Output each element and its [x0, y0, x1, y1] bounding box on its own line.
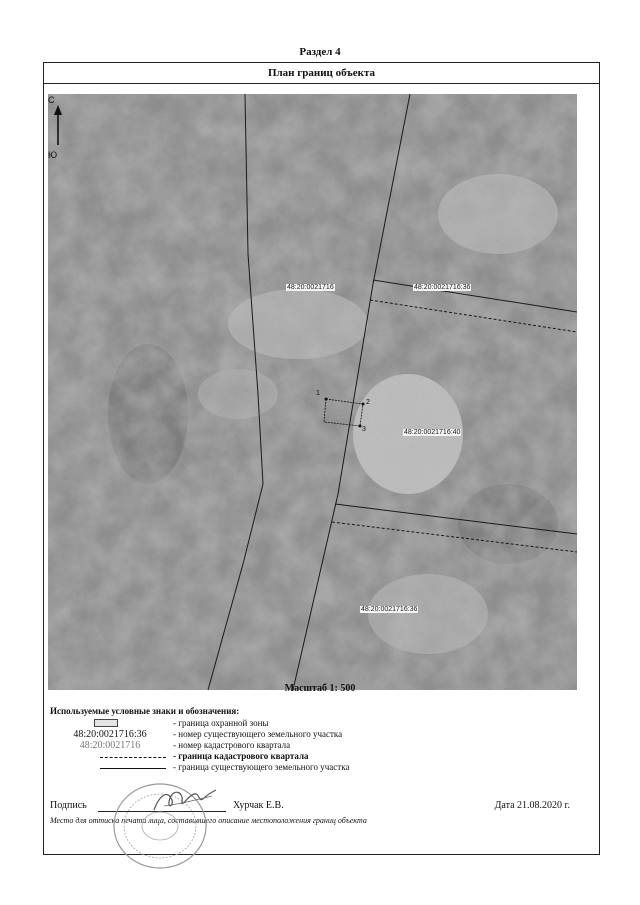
legend-symbol-parcel-boundary — [50, 762, 170, 773]
section-title: Раздел 4 — [299, 46, 341, 58]
point-label: 1 — [316, 390, 320, 397]
legend-row — [50, 751, 590, 762]
handwritten-signature-icon — [150, 786, 220, 816]
legend-title: Используемые условные знаки и обозначения: — [50, 706, 240, 716]
legend-symbol-protection-zone — [50, 718, 170, 729]
legend-desc: - граница кадастрового квартала — [173, 751, 309, 761]
map-image — [48, 94, 577, 690]
north-label: С — [48, 95, 55, 105]
map-svg — [48, 94, 577, 690]
point-marker-1 — [325, 398, 328, 401]
legend-row — [50, 762, 590, 773]
point-label: 3 — [362, 426, 366, 433]
legend-desc: - граница существующего земельного участка — [173, 762, 350, 772]
parcel-label: 48:20:0021716:36 — [414, 284, 471, 291]
legend-symbol-quarter-number: 48:20:0021716 — [79, 740, 141, 751]
signer-name: Хурчак Е.В. — [233, 800, 284, 811]
signature-label: Подпись — [50, 800, 87, 811]
legend-desc: - граница охранной зоны — [173, 718, 269, 728]
legend — [50, 706, 590, 773]
scale-text: Масштаб 1: 500 — [284, 683, 356, 694]
signature-date: Дата 21.08.2020 г. — [494, 800, 570, 811]
legend-symbol-parcel-number: 48:20:0021716:36 — [73, 729, 147, 740]
parcel-label: 48:20:0021716:40 — [404, 429, 461, 436]
legend-row — [50, 729, 590, 740]
parcel-label: 48:20:0021716:36 — [361, 606, 418, 613]
parcel-label: 48:20:0021716 — [287, 284, 334, 291]
legend-symbol-quarter-boundary — [50, 751, 170, 762]
legend-row — [50, 718, 590, 729]
legend-desc: - номер существующего земельного участка — [173, 729, 343, 739]
legend-row — [50, 740, 590, 751]
point-label: 2 — [366, 399, 370, 406]
point-marker-2 — [362, 403, 365, 406]
stamp-place-note: Место для оттиска печати лица, составившего описание местоположения границ объекта — [50, 816, 367, 825]
plan-title: План границ объекта — [44, 63, 599, 84]
legend-desc: - номер кадастрового квартала — [173, 740, 291, 750]
aerial-grain — [48, 94, 577, 690]
south-label: Ю — [48, 150, 58, 160]
north-arrow — [48, 95, 68, 165]
